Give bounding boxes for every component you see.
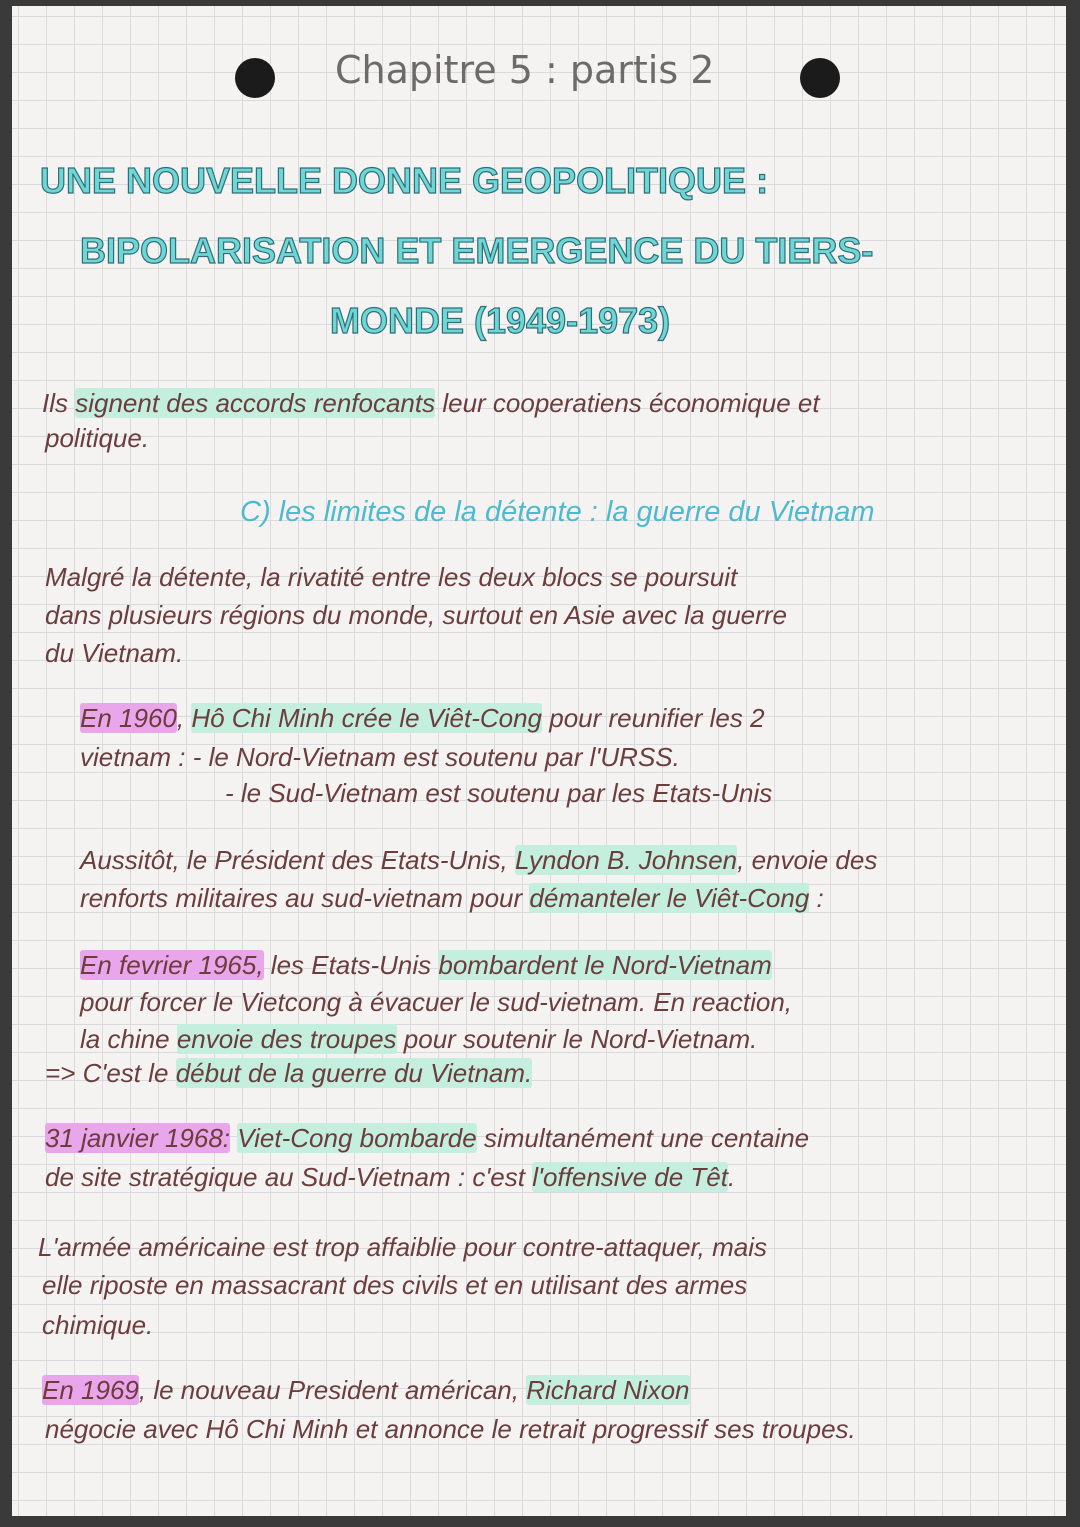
text-segment: pour soutenir le Nord-Vietnam. bbox=[396, 1024, 758, 1054]
note-line bbox=[80, 1024, 757, 1055]
text-segment: , bbox=[176, 703, 192, 733]
note-line bbox=[45, 1162, 735, 1193]
note-line bbox=[80, 703, 765, 734]
highlighted-text: l'offensive de Têt bbox=[532, 1162, 728, 1192]
note-line bbox=[42, 1375, 690, 1406]
highlighted-text: 31 janvier 1968: bbox=[45, 1123, 231, 1153]
note-line bbox=[45, 600, 787, 631]
note-line bbox=[45, 638, 183, 669]
text-segment: la chine bbox=[80, 1024, 177, 1054]
highlighted-text: début de la guerre du Vietnam. bbox=[175, 1058, 533, 1088]
text-segment: simultanément une centaine bbox=[476, 1123, 810, 1153]
text-segment: politique. bbox=[45, 423, 150, 453]
title-line-2: BIPOLARISATION ET EMERGENCE DU TIERS- bbox=[80, 230, 874, 271]
punch-hole bbox=[800, 58, 840, 98]
note-line bbox=[42, 1310, 153, 1341]
text-segment: , le nouveau President américan, bbox=[138, 1375, 527, 1405]
note-line bbox=[80, 950, 772, 981]
punch-hole bbox=[235, 58, 275, 98]
note-line bbox=[80, 845, 877, 876]
text-segment: de site stratégique au Sud-Vietnam : c'est bbox=[45, 1162, 533, 1192]
text-segment: les Etats-Unis bbox=[263, 950, 439, 980]
chapter-label: Chapitre 5 : partis 2 bbox=[335, 48, 715, 92]
highlighted-text: Hô Chi Minh crée le Viêt-Cong bbox=[191, 703, 543, 733]
text-segment: Aussitôt, le Président des Etats-Unis, bbox=[80, 845, 515, 875]
highlighted-text: signent des accords renfocants bbox=[75, 388, 436, 418]
note-line bbox=[42, 388, 820, 419]
note-line bbox=[45, 1058, 532, 1089]
text-segment: chimique. bbox=[42, 1310, 154, 1340]
note-line bbox=[80, 987, 792, 1018]
section-heading: C) les limites de la détente : la guerre du Vietnam bbox=[240, 496, 875, 528]
highlighted-text: Richard Nixon bbox=[526, 1375, 690, 1405]
text-segment: L'armée américaine est trop affaiblie pour contre-attaquer, mais bbox=[38, 1232, 768, 1262]
title-line-1: UNE NOUVELLE DONNE GEOPOLITIQUE : bbox=[40, 160, 769, 201]
text-segment: . bbox=[727, 1162, 736, 1192]
text-segment: => C'est le bbox=[45, 1058, 176, 1088]
note-line bbox=[80, 883, 824, 914]
note-line bbox=[225, 778, 772, 809]
text-segment: vietnam : - le Nord-Vietnam est soutenu par l'URSS. bbox=[80, 742, 680, 772]
highlighted-text: Lyndon B. Johnsen bbox=[514, 845, 738, 875]
text-segment: : bbox=[809, 883, 824, 913]
text-segment: , envoie des bbox=[737, 845, 878, 875]
highlighted-text: envoie des troupes bbox=[176, 1024, 397, 1054]
text-segment: elle riposte en massacrant des civils et en utilisant des armes bbox=[42, 1270, 748, 1300]
note-line bbox=[45, 1414, 856, 1445]
text-segment: leur cooperatiens économique et bbox=[435, 388, 820, 418]
note-line bbox=[38, 1232, 767, 1263]
text-segment: pour forcer le Vietcong à évacuer le sud-vietnam. En reaction, bbox=[80, 987, 793, 1017]
highlighted-text: Viet-Cong bombarde bbox=[237, 1123, 477, 1153]
text-segment: pour reunifier les 2 bbox=[542, 703, 765, 733]
highlighted-text: En fevrier 1965, bbox=[80, 950, 264, 980]
note-line bbox=[45, 1123, 809, 1154]
note-line bbox=[45, 423, 149, 454]
highlighted-text: En 1960 bbox=[80, 703, 177, 733]
text-segment: Malgré la détente, la rivatité entre les deux blocs se poursuit bbox=[45, 562, 738, 592]
highlighted-text: En 1969 bbox=[42, 1375, 139, 1405]
highlighted-text: bombardent le Nord-Vietnam bbox=[438, 950, 772, 980]
note-line bbox=[42, 1270, 747, 1301]
note-line bbox=[45, 562, 737, 593]
note-line bbox=[80, 742, 680, 773]
title-line-3: MONDE (1949-1973) bbox=[330, 300, 671, 341]
text-segment: Ils bbox=[42, 388, 76, 418]
text-segment: du Vietnam. bbox=[45, 638, 184, 668]
text-segment: - le Sud-Vietnam est soutenu par les Etats-Unis bbox=[225, 778, 773, 808]
text-segment: renforts militaires au sud-vietnam pour bbox=[80, 883, 530, 913]
text-segment: dans plusieurs régions du monde, surtout en Asie avec la guerre bbox=[45, 600, 787, 630]
highlighted-text: démanteler le Viêt-Cong bbox=[529, 883, 810, 913]
text-segment: négocie avec Hô Chi Minh et annonce le retrait progressif ses troupes. bbox=[45, 1414, 856, 1444]
